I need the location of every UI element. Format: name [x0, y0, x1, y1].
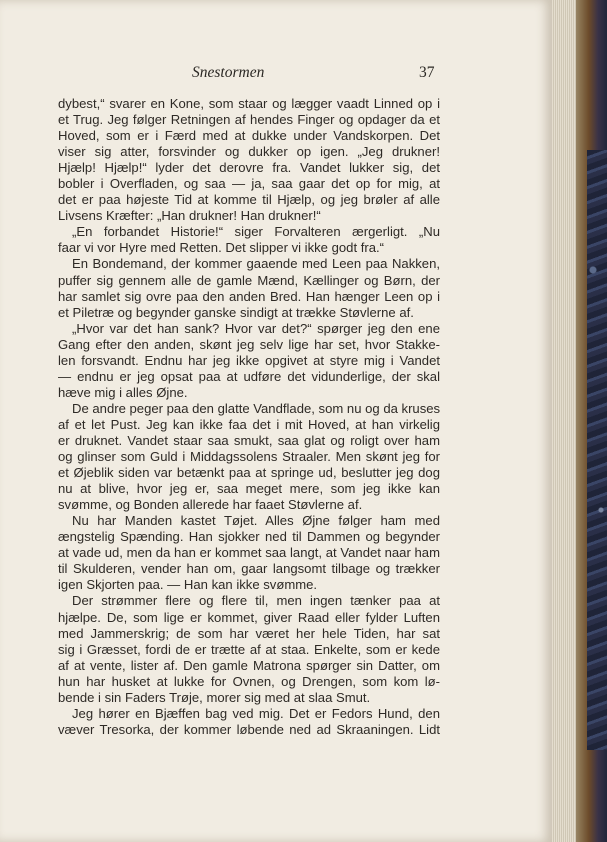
- text-line: ængstelig Spænding. Han sjokker ned til Dammen og begynder: [58, 529, 440, 545]
- page-stack-edge: [552, 0, 576, 842]
- text-line: bende i sin Faders Trøje, morer sig med at slaa Smut.: [58, 689, 371, 705]
- text-line: igen Skjorten paa. — Han kan ikke svømme.: [58, 577, 318, 593]
- text-line: det er paa højeste Tid at komme til Hjælp, og jeg brøler af alle: [58, 192, 440, 208]
- text-line: at vade ud, men da han er kommet saa langt, at Vandet naar ham: [58, 545, 440, 561]
- text-line: til Skulderen, vender han om, gaar langsomt tilbage og trækker: [58, 561, 440, 577]
- text-line: et Trug. Jeg følger Retningen af hendes Finger og opdager da et: [58, 112, 440, 128]
- text-line: „Hvor var det han sank? Hvor var det?“ spørger jeg den ene: [72, 320, 440, 336]
- text-line: Hoved, som er i Færd med at dukke under Vandskorpen. Det: [58, 128, 440, 144]
- text-line: dybest,“ svarer en Kone, som staar og lægger vaadt Linned op i: [58, 96, 440, 111]
- text-line: — endnu er jeg opsat paa at udføre det vidunderlige, der skal: [58, 368, 440, 384]
- text-line: len forsvandt. Endnu har jeg ikke opgivet at styre mig i Vandet: [58, 352, 440, 368]
- text-line: puffer sig gennem alle de gamle Mænd, Kællinger og Børn, der: [58, 272, 440, 288]
- text-line: væver Tresorka, der kommer løbende ned ad Skraaningen. Lidt: [58, 721, 440, 737]
- text-line: svømme, og Bonden allerede har faaet Støvlerne af.: [58, 497, 363, 513]
- text-line: med Jammerskrig; de som har været her hele Tiden, har sat: [58, 625, 440, 641]
- text-line: viser sig atter, forsvinder og dukker op igen. „Jeg drukner!: [58, 144, 440, 160]
- text-line: De andre peger paa den glatte Vandflade, som nu og da kruses: [72, 400, 441, 416]
- text-line: og glinser som Guld i Middagssolens Straaler. Men skønt jeg for: [58, 449, 440, 465]
- text-line: bobler i Overfladen, og saa — ja, saa gaar det op for mig, at: [58, 176, 440, 192]
- text-line: Hjælp! Hjælp!“ lyder det derovre fra. Vandet lukker sig, det: [58, 160, 440, 176]
- text-line: af et let Pust. Jeg kan ikke faa det i mit Hoved, at han virkelig: [58, 416, 440, 432]
- text-line: Jeg hører en Bjæffen bag ved mig. Det er Fedors Hund, den: [72, 705, 440, 721]
- running-title: Snestormen: [192, 64, 265, 81]
- text-line: et Piletræ og begynder ganske sindigt at trække Støvlerne af.: [58, 304, 414, 320]
- text-line: Der strømmer flere og flere til, men ingen tænker paa at: [72, 593, 440, 609]
- body-text: [58, 96, 440, 738]
- text-line: er druknet. Vandet staar saa smukt, saa glat og roligt over ham: [58, 432, 440, 448]
- text-line: hun har husket at lukke for Ovnen, og Drengen, som kom lø-: [58, 673, 440, 689]
- text-line: Nu har Manden kastet Tøjet. Alles Øjne følger ham med: [72, 513, 440, 529]
- text-line: har samlet sig ovre paa den anden Bred. Han hænger Leen op i: [58, 288, 440, 304]
- text-line: af at vente, lister af. Den gamle Matrona spørger sin Datter, om: [58, 657, 440, 673]
- text-line: nu at blive, hvor jeg er, saa meget mere, som jeg ikke kan: [58, 481, 440, 497]
- text-line: et Øjeblik siden var betænkt paa at springe ud, beslutter jeg dog: [58, 465, 440, 481]
- text-line: faar vi vor Hyre med Retten. Det slipper vi ikke godt fra.“: [58, 240, 385, 256]
- text-line: hjælpe. De, som lige er kommet, giver Raad eller fylder Luften: [58, 609, 440, 625]
- text-line: hæve mig i alles Øjne.: [58, 384, 188, 400]
- text-line: Livsens Kræfter: „Han drukner! Han drukner!“: [58, 208, 321, 224]
- text-line: sig i Græsset, fordi de er trætte af at staa. Enkelte, som er kede: [58, 641, 440, 657]
- text-line: „En forbandet Historie!“ siger Forvalteren ærgerligt. „Nu: [72, 224, 440, 240]
- page-header: [0, 64, 552, 86]
- text-line: En Bondemand, der kommer gaaende med Leen paa Nakken,: [72, 256, 440, 272]
- text-line: Gang efter den anden, skønt jeg selv lige har set, hvor Stakke-: [58, 336, 440, 352]
- page-number: 37: [419, 64, 435, 81]
- marbled-cover-pattern: [587, 150, 607, 750]
